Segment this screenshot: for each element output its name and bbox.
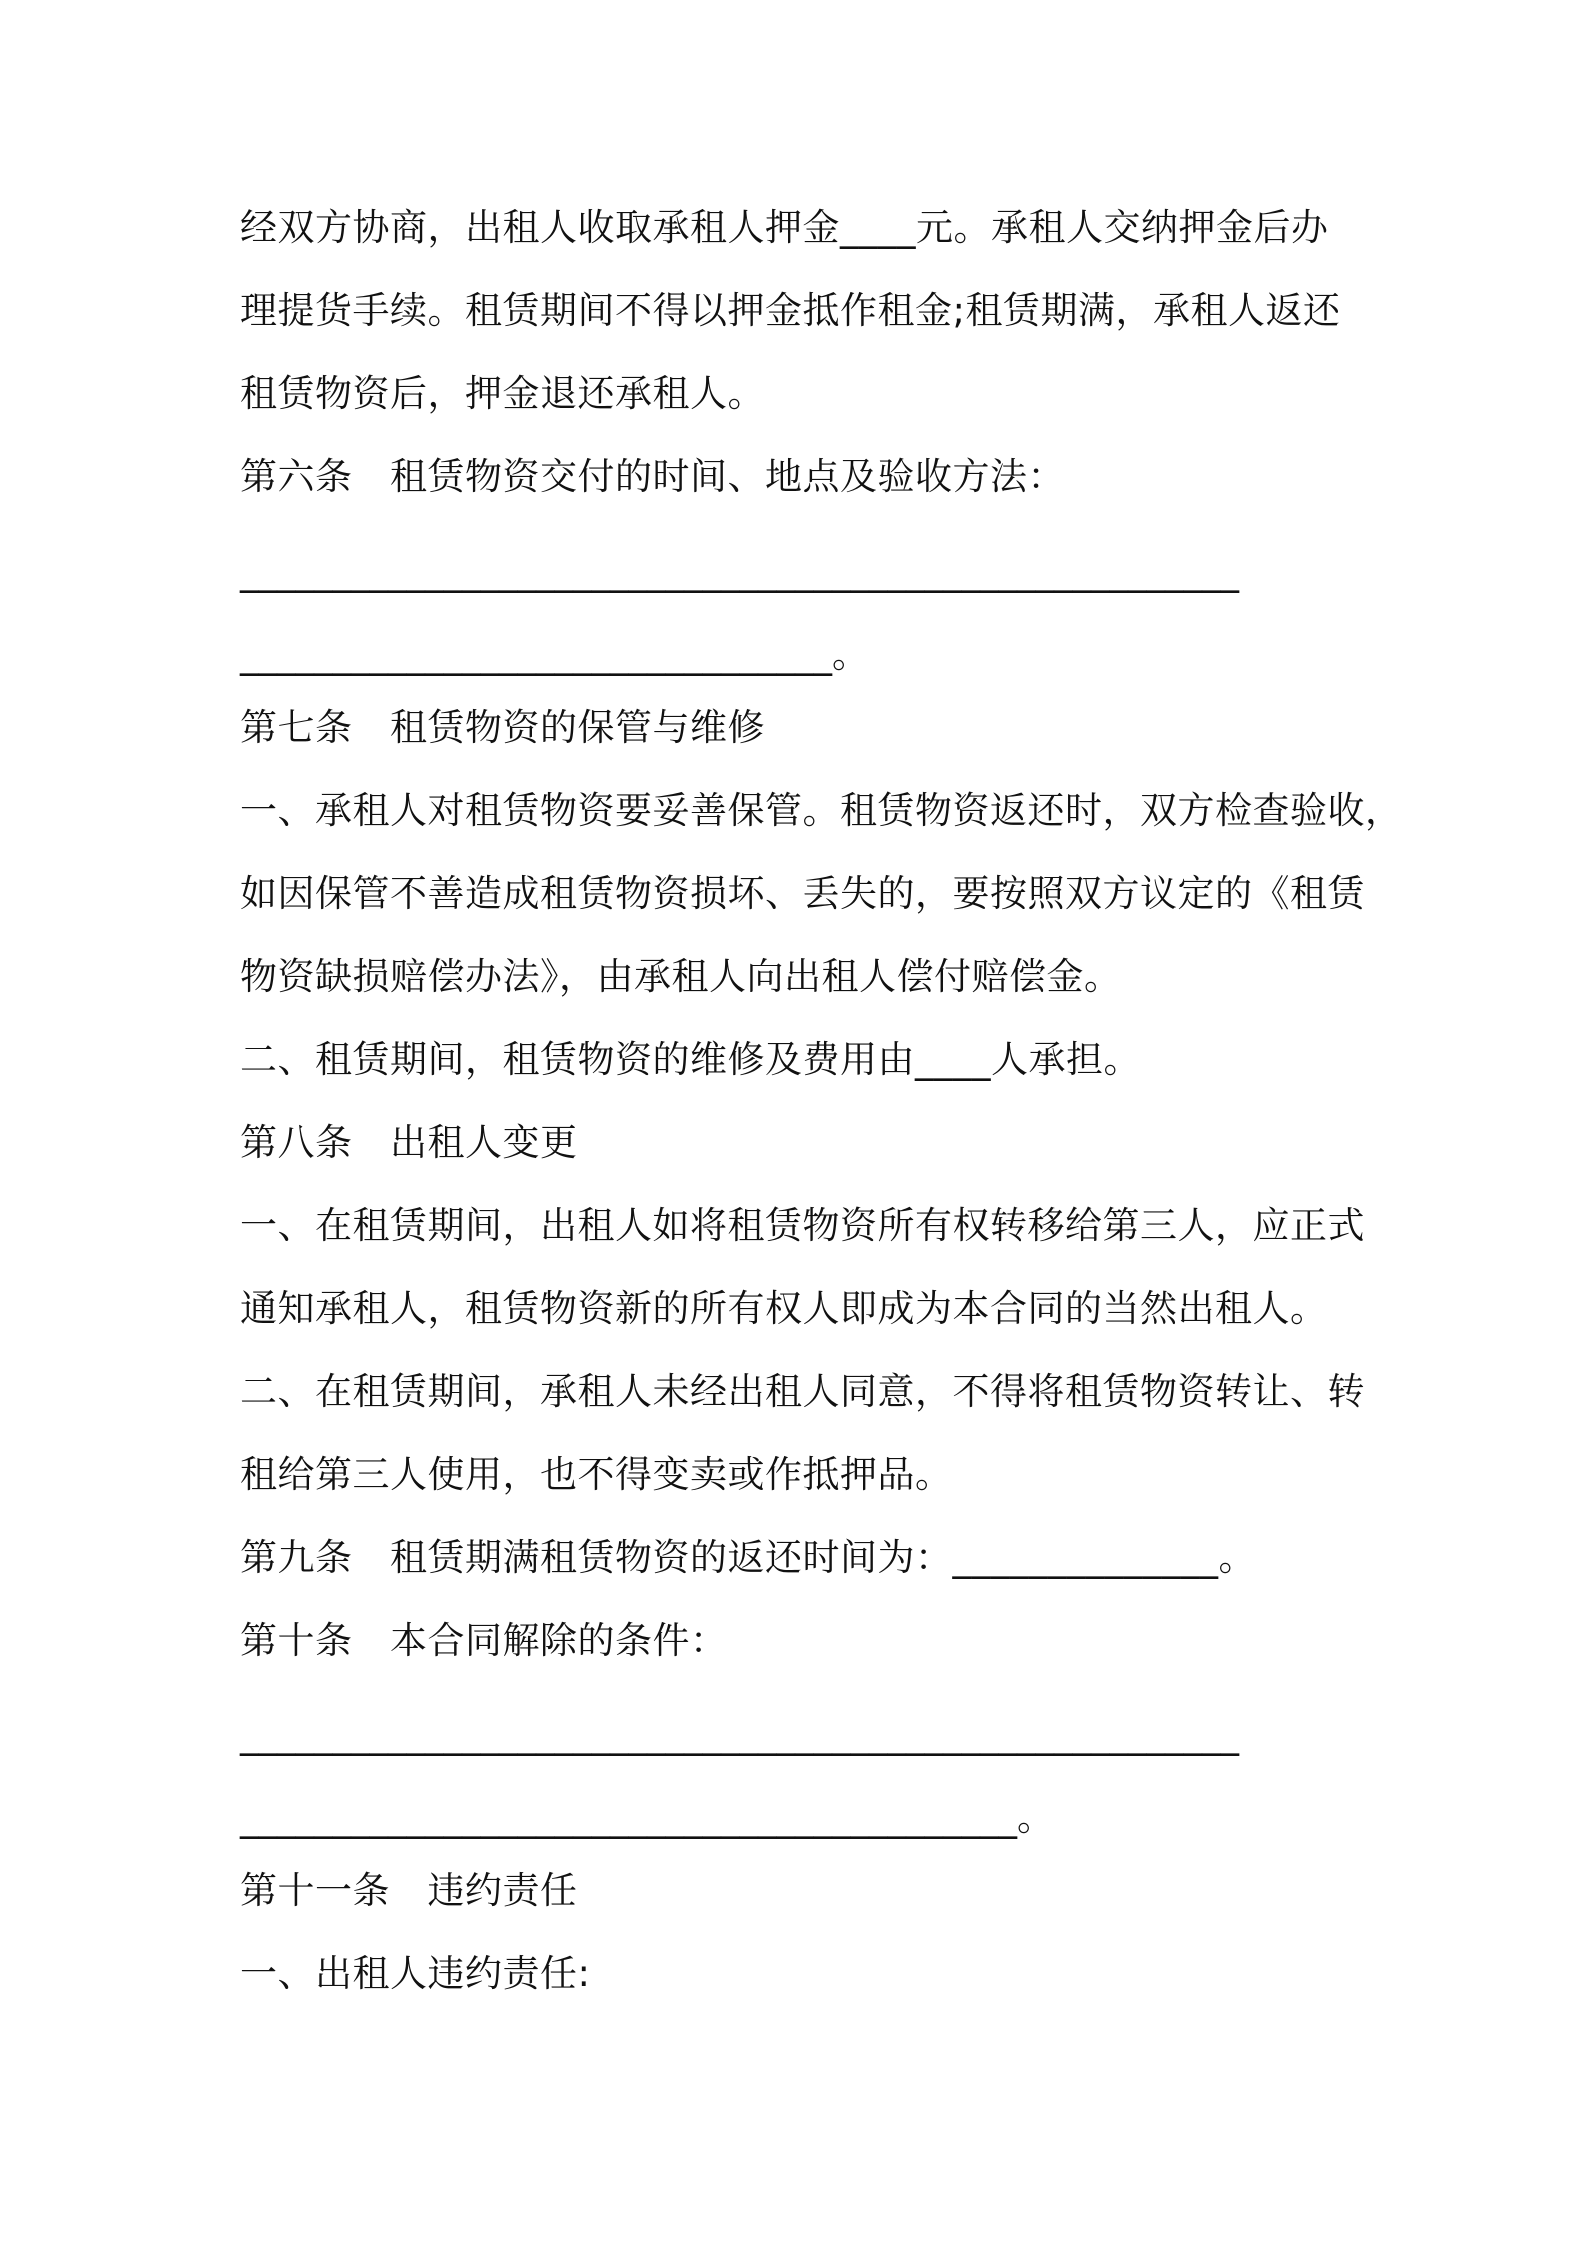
- paragraph-line-deposit-2: 理提货手续。租赁期间不得以押金抵作租金;租赁期满，承租人返还: [240, 289, 1341, 332]
- article-11-heading: 第十一条 违约责任: [240, 1869, 578, 1912]
- article-6-blank-line-2: ________________________________。: [240, 633, 869, 676]
- article-10-blank-line-2: __________________________________________。: [240, 1796, 1054, 1839]
- article-9-heading: 第九条 租赁期满租赁物资的返还时间为：______________。: [240, 1536, 1256, 1579]
- article-8-heading: 第八条 出租人变更: [240, 1121, 578, 1164]
- article-6-heading: 第六条 租赁物资交付的时间、地点及验收方法：: [240, 455, 1065, 498]
- article-8-clause-1-line-2: 通知承租人，租赁物资新的所有权人即成为本合同的当然出租人。: [240, 1287, 1328, 1330]
- article-7-clause-1-line-2: 如因保管不善造成租赁物资损坏、丢失的，要按照双方议定的《租赁: [240, 872, 1365, 915]
- article-6-blank-line-1: ______________________________________________________: [240, 550, 1239, 593]
- article-7-heading: 第七条 租赁物资的保管与维修: [240, 706, 765, 749]
- paragraph-line-deposit-1: 经双方协商，出租人收取承租人押金____元。承租人交纳押金后办: [240, 206, 1329, 249]
- article-11-clause-1-heading: 一、出租人违约责任:: [240, 1952, 591, 1995]
- article-8-clause-1-line-1: 一、在租赁期间，出租人如将租赁物资所有权转移给第三人，应正式: [240, 1204, 1365, 1247]
- article-7-clause-1-line-3: 物资缺损赔偿办法》，由承租人向出租人偿付赔偿金。: [240, 955, 1122, 998]
- article-7-clause-1-line-1: 一、承租人对租赁物资要妥善保管。租赁物资返还时，双方检查验收，: [240, 789, 1403, 832]
- paragraph-line-deposit-3: 租赁物资后，押金退还承租人。: [240, 372, 765, 415]
- article-8-clause-2-line-1: 二、在租赁期间，承租人未经出租人同意，不得将租赁物资转让、转: [240, 1370, 1365, 1413]
- article-8-clause-2-line-2: 租给第三人使用，也不得变卖或作抵押品。: [240, 1453, 953, 1496]
- article-10-heading: 第十条 本合同解除的条件：: [240, 1619, 728, 1662]
- article-7-clause-2: 二、租赁期间，租赁物资的维修及费用由____人承担。: [240, 1038, 1141, 1081]
- article-10-blank-line-1: ______________________________________________________: [240, 1713, 1239, 1756]
